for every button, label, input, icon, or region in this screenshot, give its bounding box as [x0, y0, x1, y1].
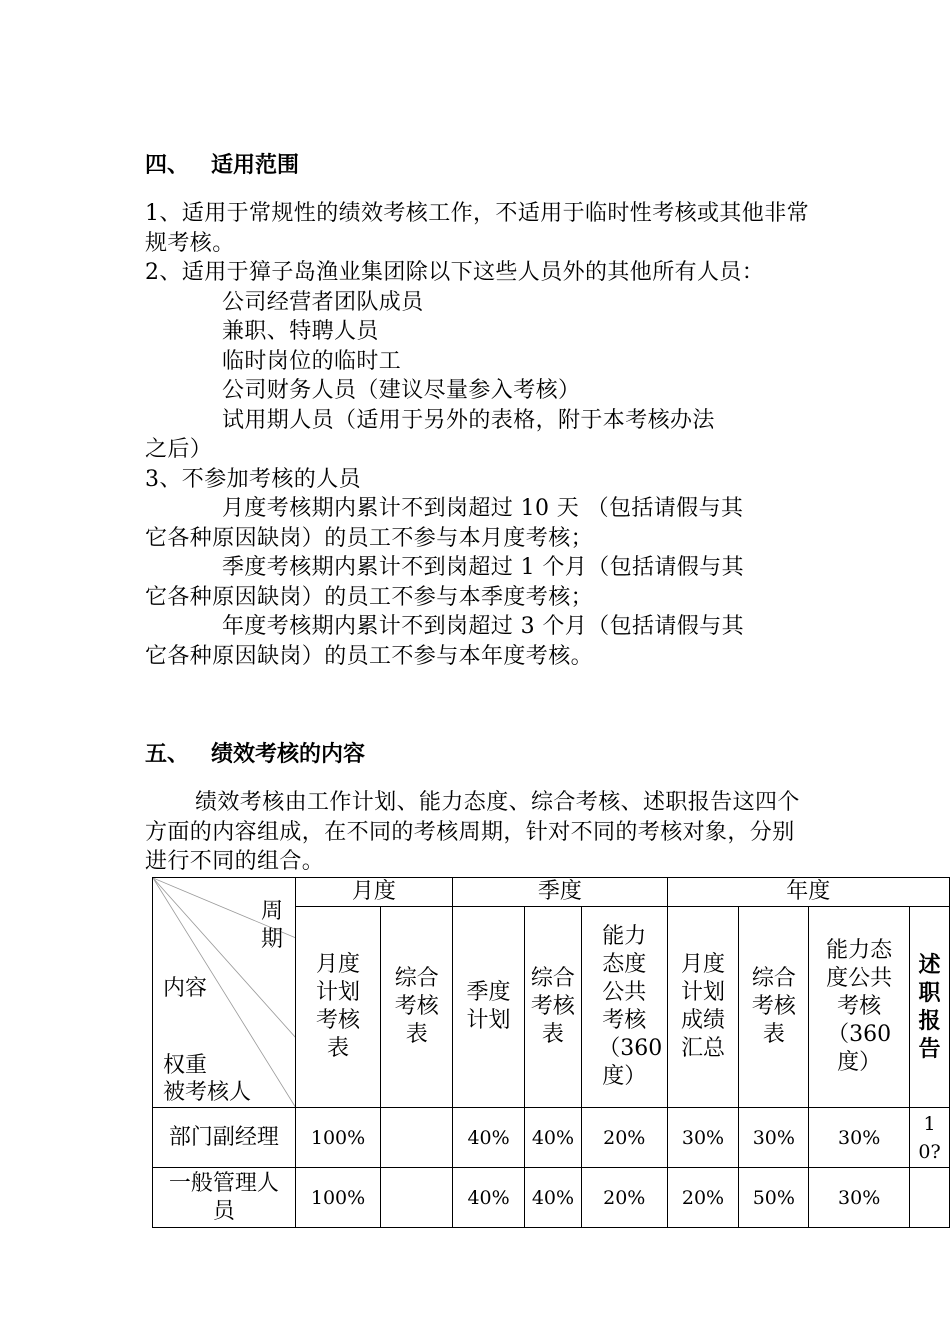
section-4-title: 适用范围	[211, 153, 300, 178]
section-4-body	[145, 199, 810, 671]
cell: 20%	[581, 1168, 667, 1228]
cell	[381, 1108, 453, 1168]
rule-line: 它各种原因缺岗）的员工不参与本月度考核；	[145, 525, 594, 551]
cell	[381, 1168, 453, 1228]
section-5-number: 五、	[145, 742, 190, 767]
col-header: 综合考核表	[381, 907, 453, 1108]
scope-paragraph-3: 3、不参加考核的人员	[145, 466, 361, 492]
rule-line: 月度考核期内累计不到岗超过 10 天 （包括请假与其	[222, 496, 744, 521]
rule-line: 它各种原因缺岗）的员工不参与本年度考核。	[145, 643, 594, 669]
corner-person-label: 被考核人	[163, 1080, 252, 1105]
cell: 30%	[809, 1108, 910, 1168]
rule-line: 它各种原因缺岗）的员工不参与本季度考核；	[145, 584, 594, 610]
probation-line-2: 之后）	[145, 437, 213, 462]
group-header-year: 年度	[667, 878, 949, 907]
cell: 30%	[809, 1168, 910, 1228]
section-5-heading	[145, 741, 365, 769]
cell: 40%	[524, 1168, 581, 1228]
scope-paragraph-2: 2、适用于獐子岛渔业集团除以下这些人员外的其他所有人员：	[145, 260, 765, 285]
cell: 100%	[295, 1108, 381, 1168]
row-label: 一般管理人员	[153, 1168, 296, 1228]
group-header-quarter: 季度	[453, 878, 667, 907]
cell	[910, 1168, 950, 1228]
cell: 20%	[581, 1108, 667, 1168]
assessment-weight-table	[152, 877, 950, 1228]
col-header: 能力态度公共考核（360度）	[581, 907, 667, 1108]
col-header: 季度计划	[453, 907, 525, 1108]
section-5-intro: 绩效考核由工作计划、能力态度、综合考核、述职报告这四个方面的内容组成，在不同的考核周期，针对不同的考核对象，分别进行不同的组合。	[145, 790, 800, 874]
cell: 40%	[453, 1168, 525, 1228]
col-header: 述职报告	[910, 907, 950, 1108]
col-header: 综合考核表	[524, 907, 581, 1108]
corner-weight-label: 权重	[163, 1053, 208, 1078]
section-4-number: 四、	[145, 153, 190, 178]
cell: 30%	[739, 1108, 809, 1168]
rule-line: 季度考核期内累计不到岗超过 1 个月（包括请假与其	[222, 555, 744, 580]
col-header: 月度计划成绩汇总	[667, 907, 739, 1108]
excluded-item: 临时岗位的临时工	[222, 348, 402, 374]
col-header: 综合考核表	[739, 907, 809, 1108]
section-5-title: 绩效考核的内容	[211, 742, 366, 767]
probation-line-1: 试用期人员（适用于另外的表格，附于本考核办法	[222, 407, 715, 433]
cell: 40%	[453, 1108, 525, 1168]
excluded-item: 兼职、特聘人员	[222, 319, 379, 344]
cell: 50%	[739, 1168, 809, 1228]
table-corner-cell	[153, 878, 296, 1108]
excluded-item: 公司经营者团队成员	[222, 289, 424, 315]
col-header: 月度计划考核表	[295, 907, 381, 1108]
section-4-heading	[145, 152, 299, 180]
cell: 20%	[667, 1168, 739, 1228]
table-row	[153, 1108, 950, 1168]
table-row	[153, 1168, 950, 1228]
cell: 10?	[910, 1108, 950, 1168]
excluded-item: 公司财务人员（建议尽量参入考核）	[222, 378, 581, 403]
scope-paragraph-1: 1、适用于常规性的绩效考核工作，不适用于临时性考核或其他非常规考核。	[145, 201, 809, 256]
rule-line: 年度考核期内累计不到岗超过 3 个月（包括请假与其	[222, 614, 744, 639]
col-header: 能力态度公共考核（360度）	[809, 907, 910, 1108]
cell: 40%	[524, 1108, 581, 1168]
cell: 100%	[295, 1168, 381, 1228]
row-label: 部门副经理	[153, 1108, 296, 1168]
cell: 30%	[667, 1108, 739, 1168]
corner-cycle-label: 周期	[261, 899, 284, 952]
corner-content-label: 内容	[163, 976, 208, 1001]
group-header-month: 月度	[295, 878, 452, 907]
